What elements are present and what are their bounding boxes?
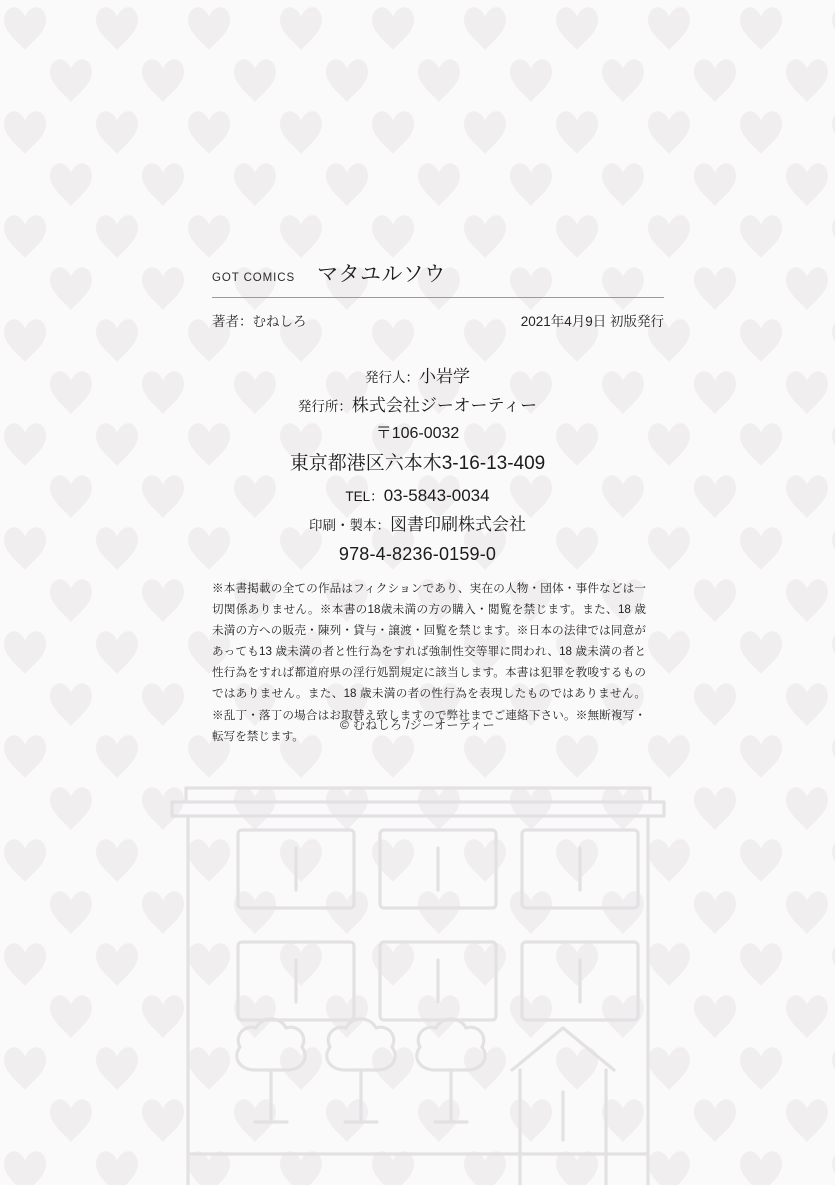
- printing-line: [0, 510, 835, 539]
- publisher-person-label: 発行人：: [365, 370, 419, 385]
- telephone-line: [0, 481, 835, 510]
- imprint-label: GOT COMICS: [212, 272, 296, 284]
- publisher-person-line: [0, 362, 835, 391]
- horizontal-divider: [212, 297, 664, 298]
- tel-value: 03-5843-0034: [383, 485, 490, 505]
- isbn: 978-4-8236-0159-0: [338, 544, 497, 565]
- publisher-person-value: 小岩学: [419, 367, 470, 386]
- publisher-info: [0, 362, 835, 570]
- meta-row: [212, 310, 664, 330]
- printing-label: 印刷・製本：: [309, 517, 390, 533]
- legal-disclaimer: ※本書掲載の全ての作品はフィクションであり、実在の人物・団体・事件などは一切関係ありません。※本書の18歳未満の方の購入・閲覧を禁じます。また、18 歳未満の方への販売・陳列・貸与・譲渡・回覧を禁じます。※日本の法律では同意があっても13 歳未満の者と性行為をすれば強制性交等罪に問われ、18 歳未満の者と性行為をすれば都道府県の淫行処罰規定に該当します。本書は犯罪を教唆するものではありません。また、18 歳未満の者の性行為を表現したものではありません。※乱丁・落丁の場合はお取替え致しますので弊社までご連絡下さい。※無断複写・転写を禁じます。: [212, 582, 646, 743]
- publisher-company-value: 株式会社ジーオーティー: [351, 396, 538, 416]
- publish-date: 2021年4月9日 初版発行: [520, 314, 664, 329]
- postal-code: 〒106-0032: [375, 425, 460, 443]
- address: 東京都港区六本木3-16-13-409: [289, 452, 546, 474]
- copyright-notice: © むねしろ /ジーオーティー: [339, 718, 496, 732]
- printing-value: 図書印刷株式会社: [390, 514, 526, 534]
- publisher-company-label: 発行所：: [297, 399, 352, 415]
- building-illustration: [0, 770, 835, 1185]
- tel-label: TEL：: [345, 488, 384, 504]
- page-title: マタユルソウ: [317, 263, 446, 286]
- publisher-company-line: [0, 391, 835, 420]
- title-row: [212, 258, 662, 288]
- author-label: 著者：むねしろ: [212, 314, 307, 329]
